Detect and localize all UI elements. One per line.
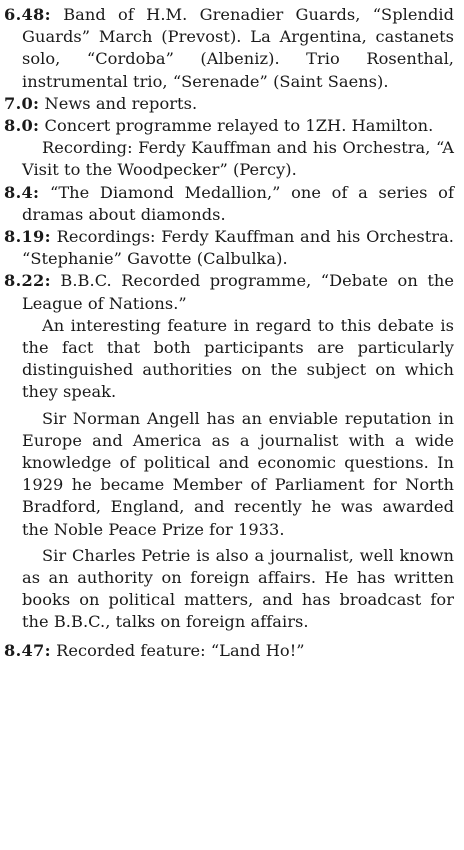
programme-entry [4, 182, 454, 226]
programme-entry [4, 4, 454, 93]
entry-time: 8.47: [4, 640, 51, 660]
entry-paragraph: Sir Charles Petrie is also a journalist, well known as an authority on foreign affairs. He has written books on political matters, and has broadcast for the B.B.C., talks on foreign affairs. [22, 545, 454, 632]
entry-text: Recorded feature: “Land Ho!” [56, 640, 305, 660]
programme-entry [4, 270, 454, 314]
entry-time: 6.48: [4, 5, 51, 24]
entry-text: Band of H.M. Grenadier Guards, “Splendid Guards” March (Prevost). La Argentina, castanets solo, “Cordoba” (Albeniz). Trio Rosenthal, instrumental trio, “Serenade” (Saint Saens). [22, 5, 454, 91]
entry-text: Concert programme relayed to 1ZH. Hamilton. [44, 116, 434, 136]
entry-paragraph: An interesting feature in regard to this debate is the fact that both participants are particularly distinguished authorities on the subject on which they speak. [22, 315, 454, 402]
entry-time: 8.22: [4, 271, 51, 291]
entry-time: 8.19: [4, 227, 51, 247]
entry-text: Recordings: Ferdy Kauffman and his Orchestra. “Stephanie” Gavotte (Calbulka). [22, 227, 454, 269]
entry-note: Recording: Ferdy Kauffman and his Orchestra, “A Visit to the Woodpecker” (Percy). [22, 138, 454, 180]
entry-time: 7.0: [4, 93, 40, 113]
programme-entry [4, 115, 454, 137]
entry-text: B.B.C. Recorded programme, “Debate on the League of Nations.” [22, 271, 454, 313]
entry-time: 8.4: [4, 182, 40, 202]
entry-text: “The Diamond Medallion,” one of a series of dramas about diamonds. [22, 182, 454, 224]
entry-text: News and reports. [44, 93, 198, 113]
programme-entry [4, 93, 454, 115]
entry-time: 8.0: [4, 116, 40, 136]
programme-entry [4, 640, 454, 662]
programme-entry [4, 226, 454, 270]
entry-paragraph: Sir Norman Angell has an enviable reputation in Europe and America as a journalist with a wide knowledge of political and economic questions. In 1929 he became Member of Parliament for North Bradford, England, and recently he was awarded the Noble Peace Prize for 1933. [22, 408, 454, 539]
